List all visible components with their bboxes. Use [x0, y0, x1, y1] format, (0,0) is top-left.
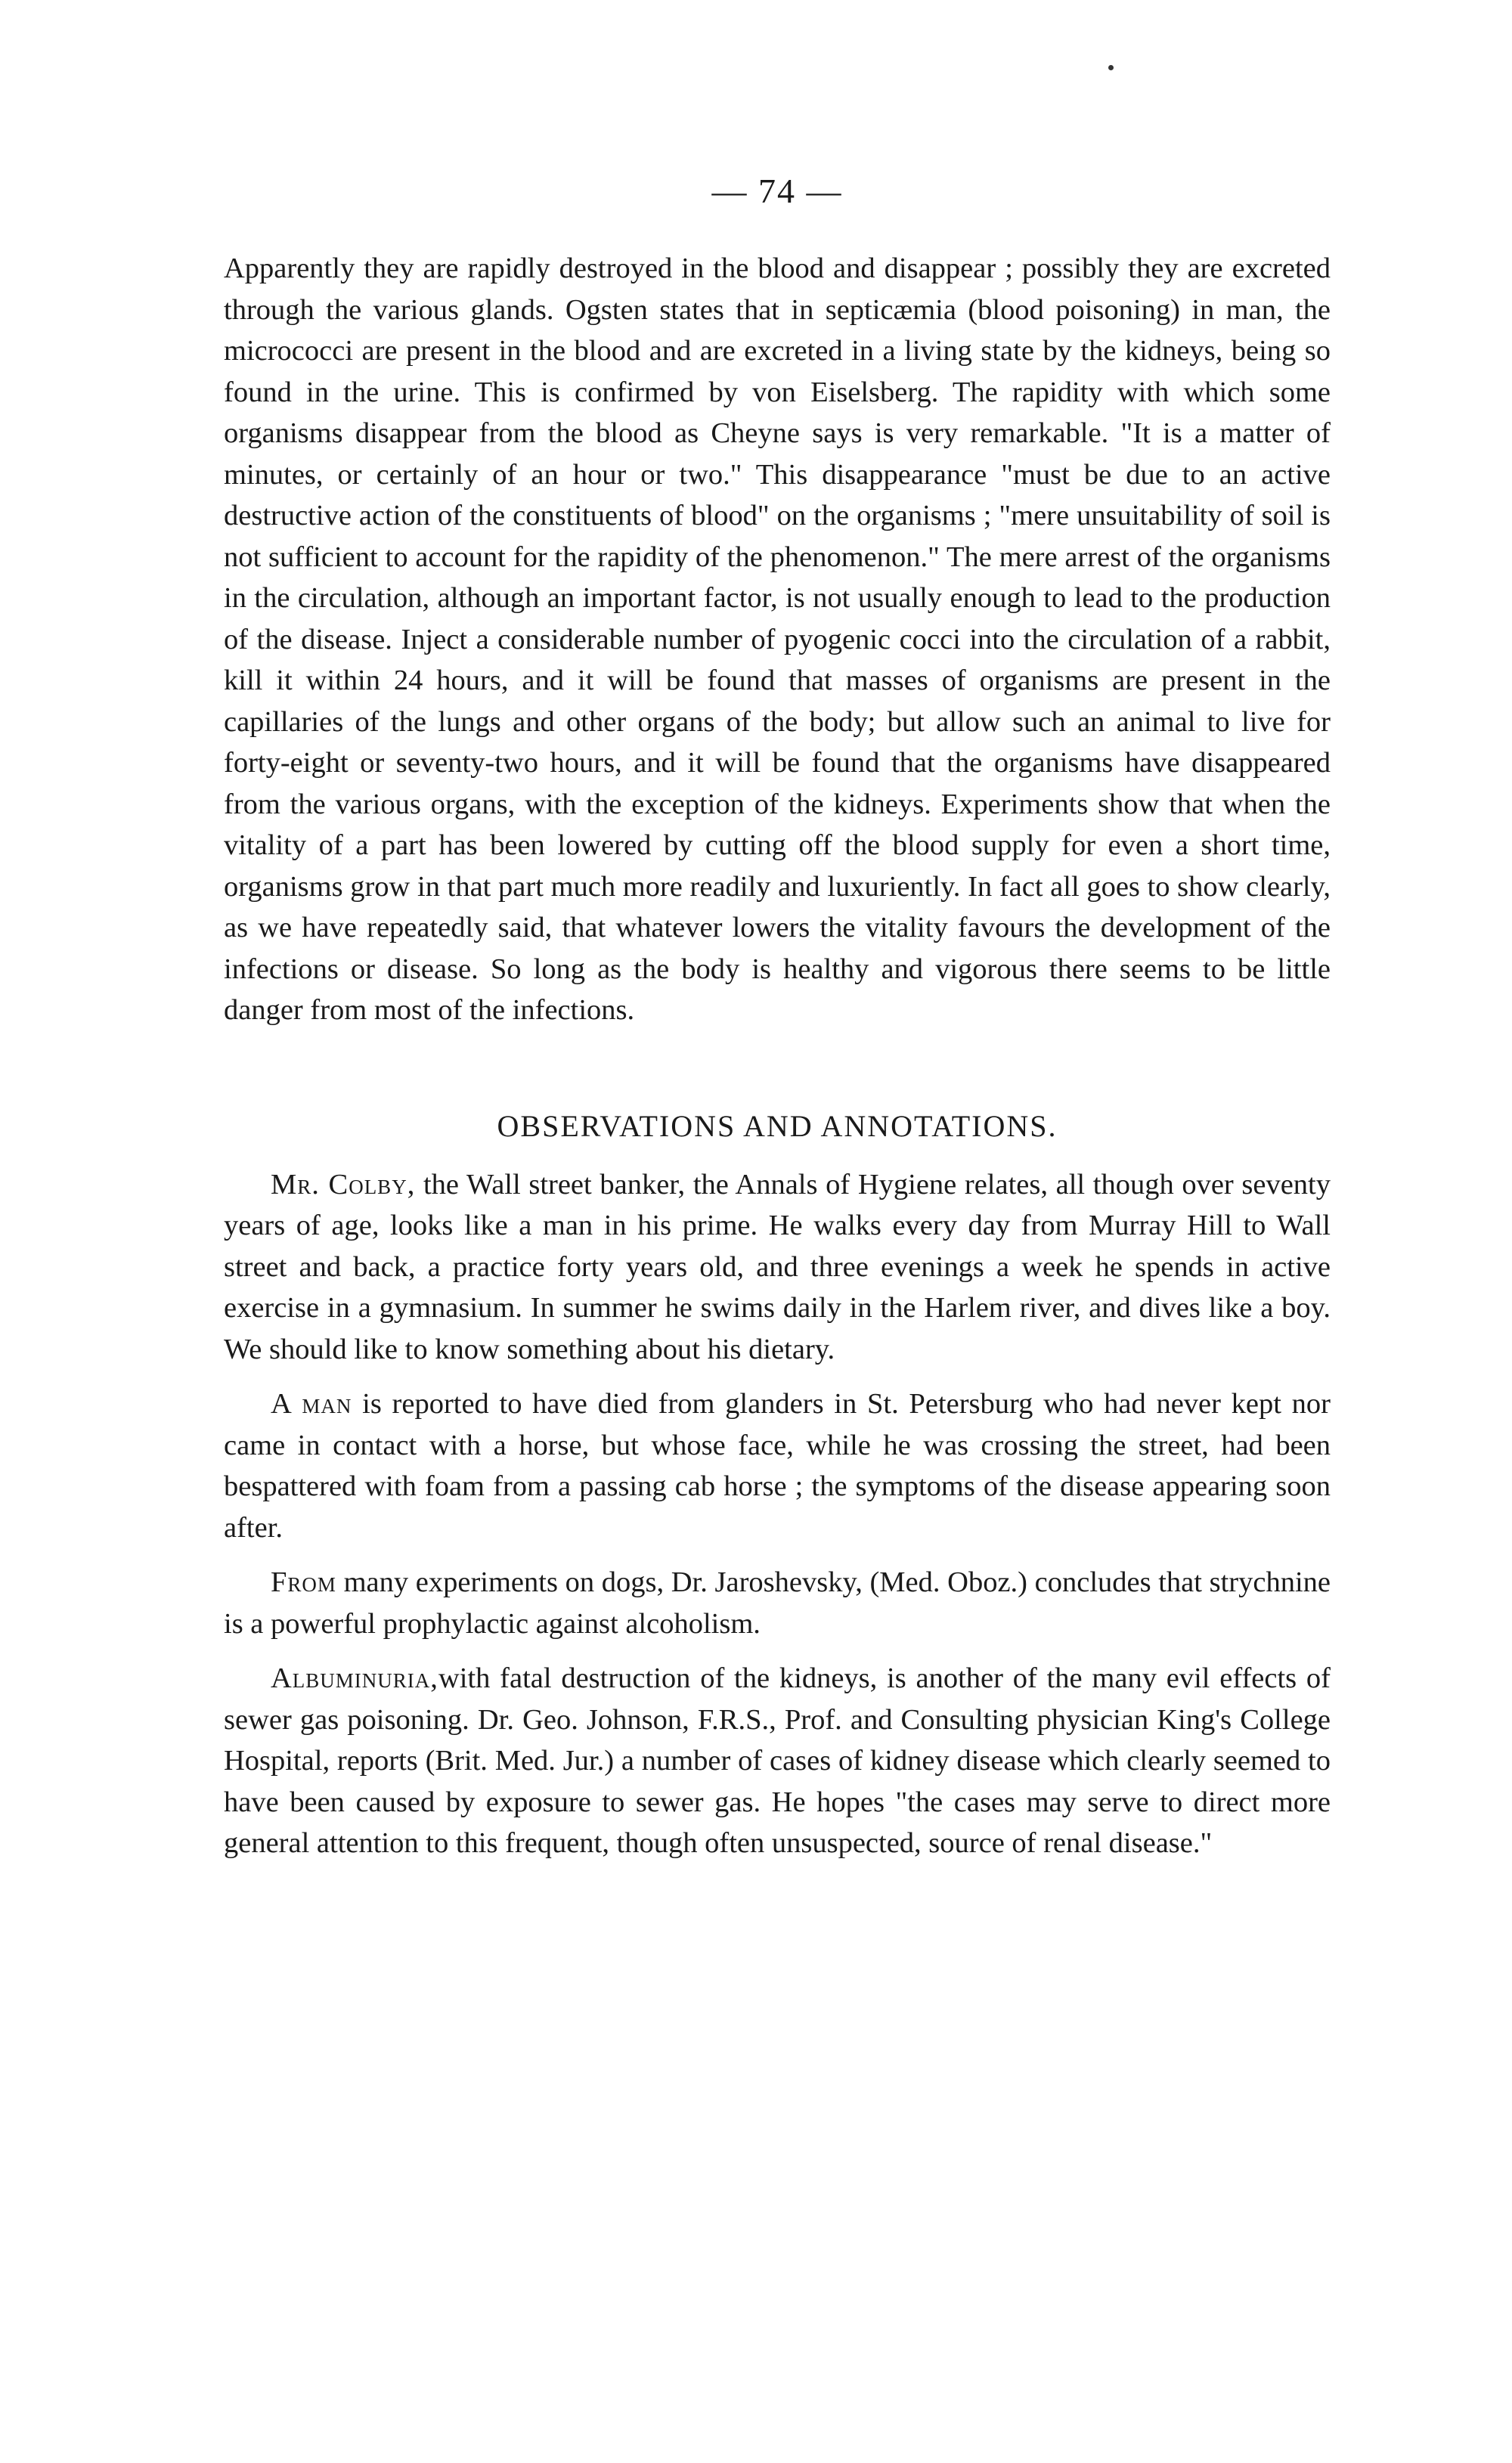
intro-paragraph: Apparently they are rapidly destroyed in the blood and disappear ; possibly they are excreted through the various glands. Ogsten states that in septicæmia (blood poisoning) in man, the micrococci are present in the blood and are excreted in a living state by the kidneys, being so found in the urine. This is confirmed by von Eiselsberg. The rapidity with which some organisms disappear from the blood as Cheyne says is very remarkable. "It is a matter of minutes, or certainly of an hour or two." This disappearance "must be due to an active destructive action of the constituents of blood" on the organisms ; "mere unsuitability of soil is not sufficient to account for the rapidity of the phenomenon." The mere arrest of the organisms in the circulation, although an important factor, is not usually enough to lead to the production of the disease. Inject a considerable number of pyogenic cocci into the circulation of a rabbit, kill it within 24 hours, and it will be found that masses of organisms are present in the capillaries of the lungs and other organs of the body; but allow such an animal to live for forty-eight or seventy-two hours, and it will be found that the organisms have disappeared from the various organs, with the exception of the kidneys. Experiments show that when the vitality of a part has been lowered by cutting off the blood supply for even a short time, organisms grow in that part much more readily and luxuriently. In fact all goes to show clearly, as we have repeatedly said, that whatever lowers the vitality favours the development of the infections or disease. So long as the body is healthy and vigorous there seems to be little danger from most of the infections. [224, 252, 1331, 1026]
item-lead: A man [271, 1388, 352, 1420]
annotation-item-albuminuria [224, 1658, 1331, 1864]
item-lead: Albuminuria, [271, 1662, 438, 1694]
ink-speck [1108, 65, 1114, 70]
item-text: many experiments on dogs, Dr. Jaroshevsky, (Med. Oboz.) concludes that strychnine is a powerful prophylactic against alcoholism. [224, 1566, 1331, 1640]
item-lead: Mr. Colby, [271, 1168, 416, 1201]
item-text: is reported to have died from glanders in St. Petersburg who had never kept nor came in contact with a horse, but whose face, while he was crossing the street, had been bespattered with foam from a passing cab horse ; the symptoms of the disease appearing soon after. [224, 1388, 1331, 1544]
page-number: — 74 — [711, 172, 843, 210]
annotation-item-colby [224, 1164, 1331, 1371]
item-text: with fatal destruction of the kidneys, is another of the many evil effects of sewer gas poisoning. Dr. Geo. Johnson, F.R.S., Prof. and Consulting physician King's College Hospital, reports (Brit. Med. Jur.) a number of cases of kidney disease which clearly seemed to have been caused by exposure to sewer gas. He hopes "the cases may serve to direct more general attention to this frequent, though often unsuspected, source of renal disease." [224, 1662, 1331, 1859]
section-heading: OBSERVATIONS AND ANNOTATIONS. [497, 1108, 1058, 1143]
item-lead: From [271, 1566, 336, 1598]
document-page [224, 174, 1331, 1878]
annotation-item-glanders [224, 1383, 1331, 1548]
item-text: the Wall street banker, the Annals of Hygiene relates, all though over seventy years of age, looks like a man in his prime. He walks every day from Murray Hill to Wall street and back, a practice forty years old, and three evenings a week he spends in active exercise in a gymnasium. In summer he swims daily in the Harlem river, and dives like a boy. We should like to know something about his dietary. [224, 1168, 1331, 1365]
annotation-item-strychnine [224, 1562, 1331, 1644]
